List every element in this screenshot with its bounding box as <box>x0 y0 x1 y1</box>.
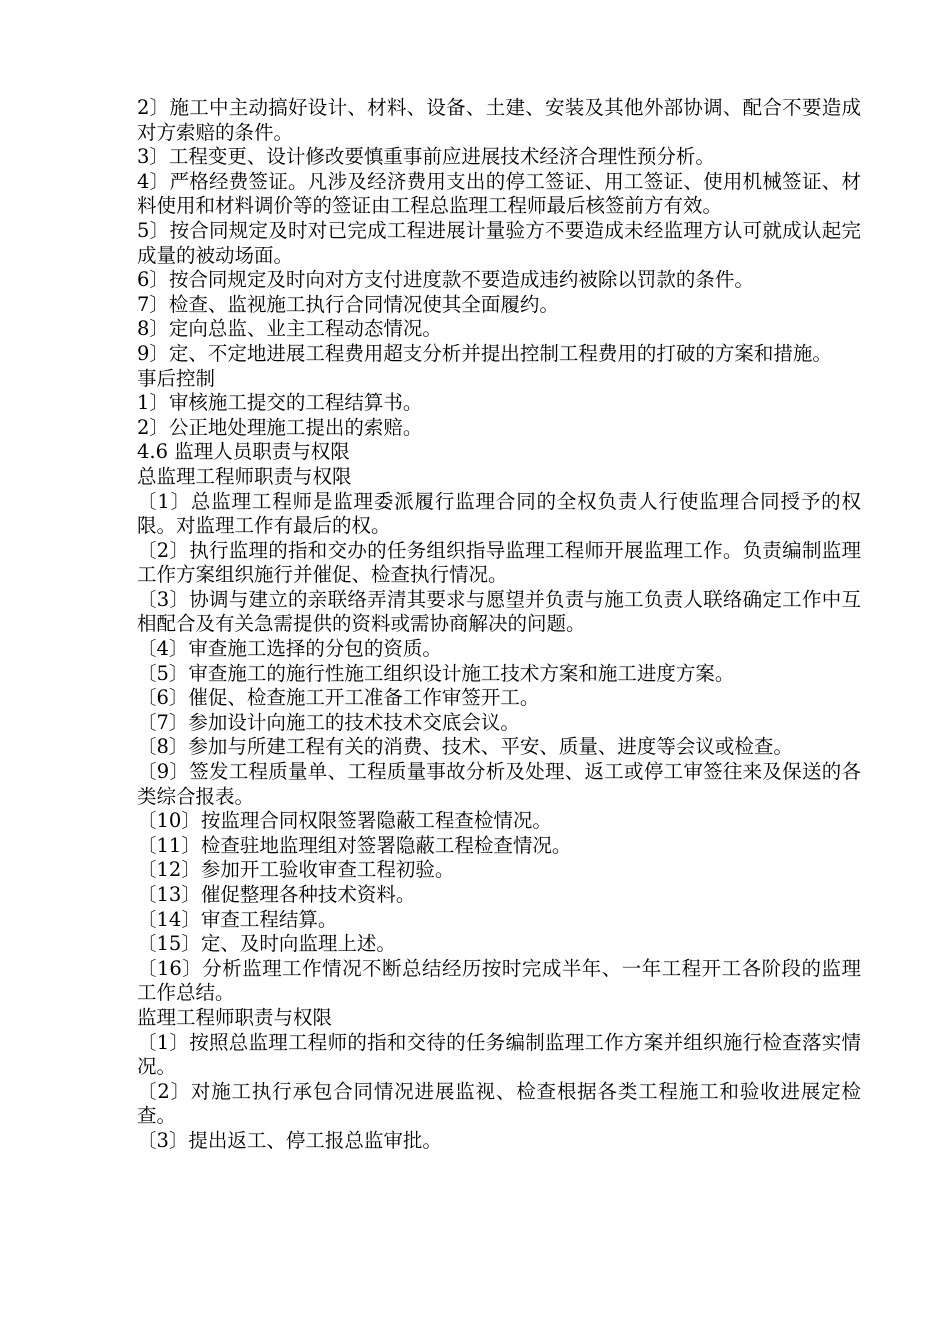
paragraph: 〔6〕催促、检查施工开工准备工作审签开工。 <box>137 686 540 710</box>
paragraph: 8〕定向总监、业主工程动态情况。 <box>137 317 442 341</box>
paragraph: 〔12〕参加开工验收审查工程初验。 <box>137 858 455 882</box>
paragraph: 〔10〕按监理合同权限签署隐蔽工程查检情况。 <box>137 809 552 833</box>
section-heading: 监理工程师职责与权限 <box>137 1005 333 1029</box>
paragraph: 2〕施工中主动搞好设计、材料、设备、土建、安装及其他外部协调、配合不要造成对方索赔的条件。 <box>137 96 861 144</box>
paragraph: 〔1〕按照总监理工程师的指和交待的任务编制监理工作方案并组织施行检查落实情况。 <box>137 1030 861 1079</box>
paragraph: 〔8〕参加与所建工程有关的消费、技术、平安、质量、进度等会议或检查。 <box>137 735 793 759</box>
paragraph: 〔3〕协调与建立的亲联络弄清其要求与愿望并负责与施工负责人联络确定工作中互相配合及有关急需提供的资料或需协商解决的问题。 <box>137 587 861 636</box>
paragraph: 〔16〕分析监理工作情况不断总结经历按时完成半年、一年工程开工各阶段的监理工作总结。 <box>137 956 861 1005</box>
paragraph: 〔14〕审查工程结算。 <box>137 907 338 931</box>
paragraph: 4〕严格经费签证。凡涉及经济费用支出的停工签证、用工签证、使用机械签证、材料使用和材料调价等的签证由工程总监理工程师最后核签前方有效。 <box>137 169 861 218</box>
section-heading: 总监理工程师职责与权限 <box>137 464 352 488</box>
document-page <box>137 96 861 1154</box>
paragraph: 〔1〕总监理工程师是监理委派履行监理合同的全权负责人行使监理合同授予的权限。对监理工作有最后的权。 <box>137 489 861 538</box>
paragraph: 〔2〕对施工执行承包合同情况进展监视、检查根据各类工程施工和验收进展定检查。 <box>137 1079 861 1128</box>
paragraph: 9〕定、不定地进展工程费用超支分析并提出控制工程费用的打破的方案和措施。 <box>137 341 832 365</box>
paragraph: 〔3〕提出返工、停工报总监审批。 <box>137 1128 442 1152</box>
paragraph: 3〕工程变更、设计修改要慎重事前应进展技术经济合理性预分析。 <box>137 145 715 169</box>
paragraph: 2〕公正地处理施工提出的索赔。 <box>137 415 423 439</box>
paragraph: 7〕检查、监视施工执行合同情况使其全面履约。 <box>137 292 559 316</box>
section-heading: 4.6 监理人员职责与权限 <box>137 440 350 464</box>
paragraph: 〔13〕催促整理各种技术资料。 <box>137 883 416 906</box>
paragraph: 〔9〕签发工程质量单、工程质量事故分析及处理、返工或停工审签往来及保送的各类综合报表。 <box>137 760 861 808</box>
paragraph: 6〕按合同规定及时向对方支付进度款不要造成违约被除以罚款的条件。 <box>137 268 754 292</box>
paragraph: 〔7〕参加设计向施工的技术技术交底会议。 <box>137 710 520 734</box>
paragraph: 〔11〕检查驻地监理组对签署隐蔽工程检查情况。 <box>137 833 572 857</box>
paragraph: 1〕审核施工提交的工程结算书。 <box>137 391 423 415</box>
paragraph: 5〕按合同规定及时对已完成工程进展计量验方不要造成未经监理方认可就成认起完成量的被动场面。 <box>137 218 861 267</box>
paragraph: 〔2〕执行监理的指和交办的任务组织指导监理工程师开展监理工作。负责编制监理工作方案组织施行并催促、检查执行情况。 <box>137 538 861 587</box>
paragraph: 〔15〕定、及时向监理上述。 <box>137 932 396 956</box>
section-heading: 事后控制 <box>137 366 216 390</box>
paragraph: 〔4〕审查施工选择的分包的资质。 <box>137 637 442 661</box>
paragraph: 〔5〕审查施工的施行性施工组织设计施工技术方案和施工进度方案。 <box>137 661 735 685</box>
